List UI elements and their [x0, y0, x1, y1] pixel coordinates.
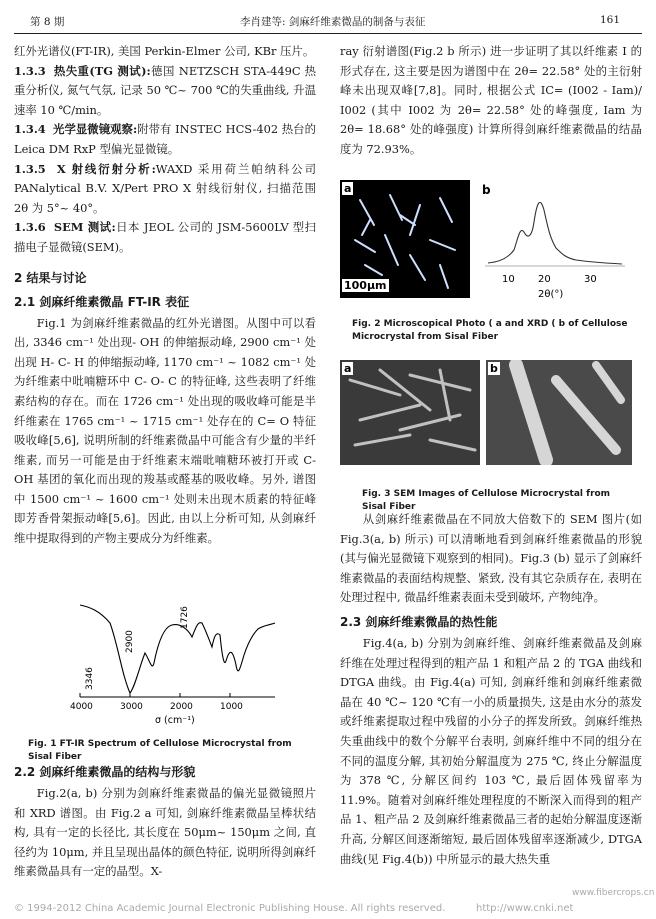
- section-2-1-paragraph: Fig.1 为剑麻纤维素微晶的红外光谱图。从图中可以看出, 3346 cm⁻¹ 处出现- OH 的伸缩振动峰, 2900 cm⁻¹ 处出现 H- C- H 的伸缩振动峰, 1170 cm⁻¹ ~ 1082 cm⁻¹ 处为纤维素中吡喃糖环中 C- O- C 的特征峰, 这些表明了纤维素结构的存在。而在 1726 cm⁻¹ 处出现的吸收峰可能是半纤维素在 1765 cm⁻¹ ~ 1715 cm⁻¹ 处存在的 C= O 特征吸收峰[5,6], 说明所制的纤维素微晶中可能含有少量的半纤维素, 而另一可能是由于纤维素末端吡喃糖环被打开或 C- OH 基团的氧化而出现的羧基或醛基的吸收峰。另外, 谱图中 1500 cm⁻¹ ~ 1600 cm⁻¹ 处则未出现木质素的特征峰即芳香骨架振动峰[5,6]。因此, 由以上分析可知, 从剑麻纤维中提取得到的产物主要成分为纤维素。: [14, 315, 316, 546]
- x-tick-3000: 3000: [120, 702, 143, 712]
- issue-number: 第 8 期: [30, 16, 65, 28]
- figure-2a-label: a: [344, 182, 352, 195]
- section-1-3-3: [14, 62, 316, 121]
- section-1-3-4: [14, 120, 316, 159]
- figure-2b-label: b: [482, 183, 491, 197]
- peak-label-3346: 3346: [85, 667, 95, 690]
- x-tick-10: 10: [502, 274, 515, 285]
- intro-text: 红外光谱仪(FT-IR), 美国 Perkin-Elmer 公司, KBr 压片。: [14, 44, 315, 58]
- sem-image-a: [340, 360, 480, 465]
- figure-3b-label: b: [490, 362, 498, 375]
- xrd-figure: [480, 178, 630, 303]
- figure-1-caption: Fig. 1 FT-IR Spectrum of Cellulose Microcrystal from Sisal Fiber: [28, 739, 292, 762]
- page-number: 161: [600, 14, 621, 26]
- figure-3-caption: Fig. 3 SEM Images of Cellulose Microcrystal from Sisal Fiber: [362, 489, 611, 512]
- right-column-top: [340, 42, 642, 160]
- xrd-curve: [488, 202, 622, 264]
- sem-fibers-a: [340, 360, 480, 465]
- section-2-1-heading: 2.1 剑麻纤维素微晶 FT-IR 表征: [14, 294, 190, 309]
- watermark: www.fibercrops.cn: [572, 888, 655, 898]
- scale-bar-label: 100μm: [344, 279, 387, 292]
- section-text: 附带有 INSTEC HCS-402 热台的 Leica DM RxP 型偏光显微镜。: [14, 122, 316, 156]
- peak-label-2900: 2900: [125, 630, 135, 653]
- xrd-paragraph: ray 衍射谱图(Fig.2 b 所示) 进一步证明了其以纤维素 I 的形式存在, 这主要是因为谱图中在 2θ= 22.58° 处的主衍射峰未出现双峰[7,8]。同时, 根据公式 IC= (I002 - Iam)/ I002 (其中 I002 为 2θ= 22.58° 处的峰强度, Iam 为 2θ= 18.68° 处的峰强度) 计算所得剑麻纤维素微晶的结晶度为 72.93%。: [340, 44, 642, 156]
- peak-label-1726: 1726: [180, 606, 190, 629]
- section-text: WAXD 采用荷兰帕纳科公司 PANalytical B.V. X/Pert PRO X 射线衍射仪, 扫描范围 2θ 为 5°~ 40°。: [14, 161, 316, 215]
- section-heading: X 射线衍射分析:: [56, 161, 156, 176]
- x-tick-2000: 2000: [170, 702, 193, 712]
- ftir-spectrum-figure: [60, 585, 300, 730]
- x-axis-label: σ (cm⁻¹): [155, 715, 195, 726]
- section-2-heading: 2 结果与讨论: [14, 270, 87, 285]
- running-title: 李肖建等: 剑麻纤维素微晶的制备与表征: [240, 16, 426, 28]
- section-number: 1.3.4: [14, 122, 46, 137]
- section-1-3-6: [14, 218, 316, 257]
- x-axis-label: 2θ(°): [538, 289, 564, 300]
- section-2-3-paragraph: Fig.4(a, b) 分别为剑麻纤维、剑麻纤维素微晶及剑麻纤维在处理过程得到的粗产品 1 和粗产品 2 的 TGA 曲线和 DTGA 曲线。由 Fig.4(a) 可知, 剑麻纤维和剑麻纤维素微晶在 40 ℃~ 120 ℃有一小的质量损失, 这是由水分的蒸发或纤维素提取过程中残留的小分子的挥发所致。剑麻纤维热失重曲线中的数个分解平台表明, 剑麻纤维中不同的组分在不同的温度分解, 其初始分解温度为 275 ℃, 终止分解温度为 378 ℃, 分解区间约 103 ℃, 最后固体残留率为 11.9%。随着对剑麻纤维处理程度的不断深入而得到的粗产品 1、粗产品 2 及剑麻纤维素微晶三者的起始分解温度逐渐升高, 分解区间逐渐缩短, 最后固体残留率逐渐减少, DTGA 曲线(见 Fig.4(b)) 中所显示的最大热失重: [340, 635, 642, 866]
- figure-3a-label: a: [344, 362, 352, 375]
- figure-2-caption: Fig. 2 Microscopical Photo ( a and XRD ( b of Cellulose Microcrystal from Sisal Fiber: [352, 319, 628, 342]
- section-number: 1.3.3: [14, 63, 46, 78]
- header-rule: [14, 33, 642, 34]
- x-tick-4000: 4000: [70, 702, 93, 712]
- section-2-2-heading: 2.2 剑麻纤维素微晶的结构与形貌: [14, 765, 196, 779]
- section-number: 1.3.6: [14, 220, 46, 235]
- sem-paragraph: 从剑麻纤维素微晶在不同放大倍数下的 SEM 图片(如 Fig.3(a, b) 所示) 可以清晰地看到剑麻纤维素微晶的形貌(其与偏光显微镜下观察到的相同)。Fig.3 (b) 显示了剑麻纤维素微晶的表面结构规整、紧致, 没有其它杂质存在, 表明在处理过程中, 微晶纤维素表面未受到破坏, 产物纯净。: [340, 512, 642, 605]
- x-tick-30: 30: [584, 274, 597, 285]
- left-column-bottom: [14, 758, 316, 882]
- right-column-bottom: [340, 510, 642, 869]
- x-tick-1000: 1000: [220, 702, 243, 712]
- x-tick-20: 20: [538, 274, 551, 285]
- section-1-3-5: [14, 160, 316, 219]
- ftir-curve: [80, 605, 275, 693]
- section-number: 1.3.5: [14, 161, 46, 176]
- copyright-notice: © 1994-2012 China Academic Journal Electronic Publishing House. All rights reserved.: [14, 903, 446, 914]
- section-text: 德国 NETZSCH STA-449C 热重分析仪, 氮气气氛, 记录 50 ℃~ 700 ℃的失重曲线, 升温速率 10 ℃/min。: [14, 63, 317, 117]
- section-text: 日本 JEOL 公司的 JSM-5600LV 型扫描电子显微镜(SEM)。: [14, 220, 316, 254]
- section-2-2-paragraph: Fig.2(a, b) 分别为剑麻纤维素微晶的偏光显微镜照片和 XRD 谱图。由 Fig.2 a 可知, 剑麻纤维素微晶呈棒状结构, 具有一定的长径比, 其长度在 50μm~ 150μm 之间, 直径约为 10μm, 并且呈现出晶体的颜色特征, 说明所得剑麻纤维素微晶具有一定的晶型。X-: [14, 786, 316, 879]
- section-heading: 光学显微镜观察:: [53, 122, 138, 137]
- cnki-url[interactable]: http://www.cnki.net: [476, 903, 574, 914]
- section-2-3-heading: 2.3 剑麻纤维素微晶的热性能: [340, 614, 498, 629]
- section-heading: SEM 测试:: [53, 220, 116, 235]
- section-heading: 热失重(TG 测试):: [53, 63, 151, 78]
- left-column-top: [14, 42, 316, 549]
- sem-image-b: [486, 360, 632, 465]
- sem-fibers-b: [486, 360, 632, 465]
